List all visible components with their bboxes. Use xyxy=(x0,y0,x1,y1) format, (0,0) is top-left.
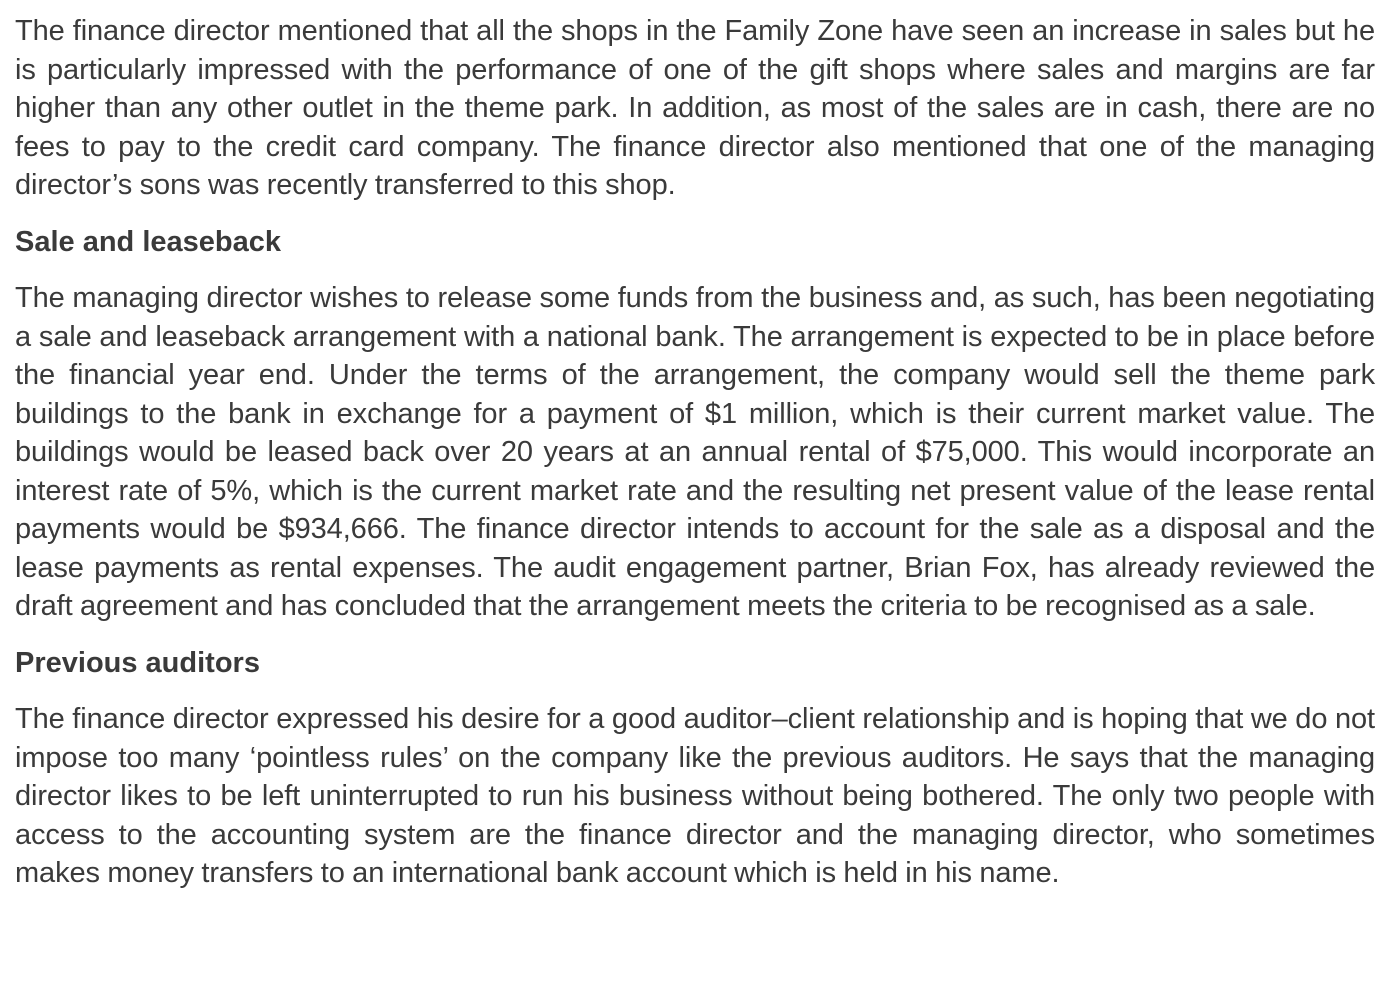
document-page xyxy=(15,12,1375,893)
intro-paragraph: The finance director mentioned that all the shops in the Family Zone have seen an increase in sales but he is particularly impressed with the performance of one of the gift shops where sales and margins are far higher than any other outlet in the theme park. In addition, as most of the sales are in cash, there are no fees to pay to the credit card company. The finance director also mentioned that one of the managing director’s sons was recently transferred to this shop. xyxy=(15,15,1375,201)
section-heading-previous-auditors: Previous auditors xyxy=(15,646,260,679)
sale-and-leaseback-paragraph: The managing director wishes to release some funds from the business and, as such, has been negotiating a sale and leaseback arrangement with a national bank. The arrangement is expected to be in place before the financial year end. Under the terms of the arrangement, the company would sell the theme park buildings to the bank in exchange for a payment of $1 million, which is their current market value. The buildings would be leased back over 20 years at an annual rental of $75,000. This would incorporate an interest rate of 5%, which is the current market rate and the resulting net present value of the lease rental payments would be $934,666. The finance director intends to account for the sale as a disposal and the lease payments as rental expenses. The audit engagement partner, Brian Fox, has already reviewed the draft agreement and has concluded that the arrangement meets the criteria to be recognised as a sale. xyxy=(15,282,1375,622)
section-heading-sale-and-leaseback: Sale and leaseback xyxy=(15,225,281,258)
previous-auditors-paragraph: The finance director expressed his desire for a good auditor–client relationship and is hoping that we do not impose too many ‘pointless rules’ on the company like the previous auditors. He says that the managing director likes to be left uninterrupted to run his business without being bothered. The only two people with access to the accounting system are the finance director and the managing director, who sometimes makes money transfers to an international bank account which is held in his name. xyxy=(15,703,1375,889)
